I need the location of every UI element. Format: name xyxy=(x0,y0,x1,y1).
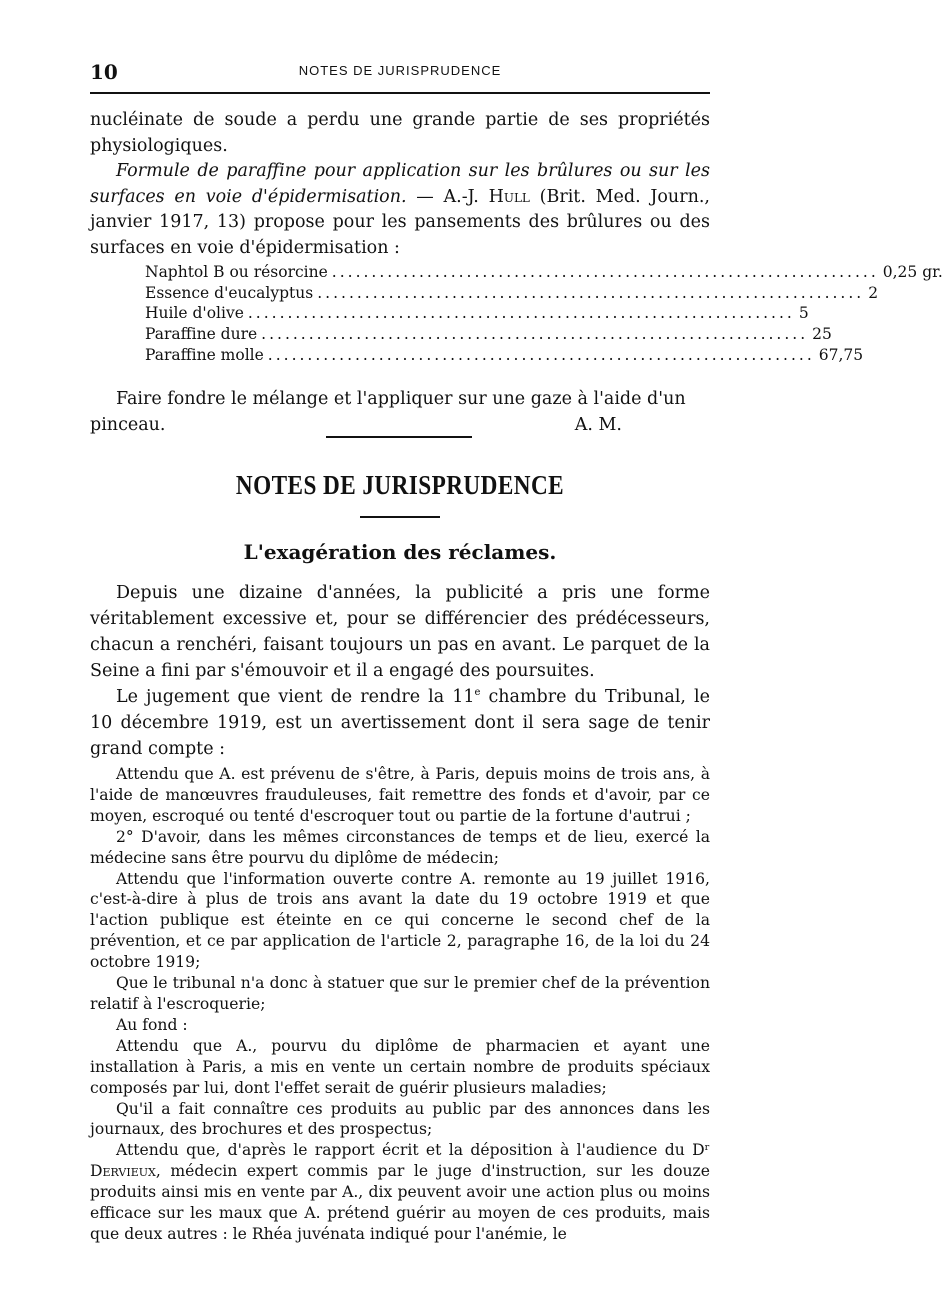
section-title: NOTES DE JURISPRUDENCE xyxy=(235,470,565,500)
recipe-row: Naphtol B ou résorcine ..................................................................... 0,25 gr. xyxy=(145,263,943,281)
page-header xyxy=(90,60,710,88)
section-rule xyxy=(360,516,440,518)
previous-article-text xyxy=(90,108,710,261)
instructions-line: Faire fondre le mélange et l'appliquer sur une gaze à l'aide d'un xyxy=(116,389,686,409)
recipe-list xyxy=(145,262,943,366)
recipe-row: Paraffine molle ..................................................................... 67,75 xyxy=(145,345,864,364)
judgment-paragraph: Attendu que, d'après le rapport écrit et la déposition à l'audience du Dʳ Dervieux, médecin expert commis par le juge d'instruction, sur les douze produits ainsi mis en vente par A., dix peuvent avoir une action plus ou moins efficace sur les maux que A. prétend guérir au moyen de ces produits, mais que deux autres : le Rhéa juvénata indiqué pour l'anémie, le xyxy=(90,1141,710,1243)
article-title: L'exagération des réclames. xyxy=(243,540,557,564)
judgment-paragraph: 2° D'avoir, dans les mêmes circonstances de temps et de lieu, exercé la médecine sans être pourvu du diplôme de médecin; xyxy=(90,827,710,867)
running-title: NOTES DE JURISPRUDENCE xyxy=(298,63,502,78)
judgment-paragraph: Que le tribunal n'a donc à statuer que sur le premier chef de la prévention relatif à l'escroquerie; xyxy=(90,974,710,1013)
author: A.-J. xyxy=(443,186,479,207)
article-body xyxy=(90,580,710,762)
page-number: 10 xyxy=(90,60,118,84)
article-paragraph: Depuis une dizaine d'années, la publicité a pris une forme véritablement excessive et, pour se différencier des prédécesseurs, chacun a renchéri, faisant toujours un pas en avant. Le parquet de la Seine a fini par s'émouvoir et il a engagé des poursuites. xyxy=(90,583,710,681)
formule-title: Formule de paraffine pour application sur les brûlures ou sur les surfaces en voie d'épidermisation. xyxy=(90,161,710,207)
judgment-paragraph: Attendu que A. est prévenu de s'être, à Paris, depuis moins de trois ans, à l'aide de manœuvres frauduleuses, fait remettre des fonds et d'avoir, par ce moyen, escroqué ou tenté d'escroquer tout ou partie de la fortune d'autrui ; xyxy=(90,765,710,825)
author-name: Hull xyxy=(488,186,530,207)
judgment-quote xyxy=(90,764,710,1245)
recipe-row: Paraffine dure ..................................................................... 25 xyxy=(145,325,832,344)
instructions-paragraph xyxy=(90,386,710,438)
judgment-paragraph: Au fond : xyxy=(116,1015,188,1034)
judgment-paragraph: Qu'il a fait connaître ces produits au public par des annonces dans les journaux, des brochures et des prospectus; xyxy=(90,1099,710,1139)
signature: A. M. xyxy=(574,415,622,435)
citation: (Brit. Med. Journ., janvier 1917, 13) propose pour les pansements des brûlures ou des surfaces en voie d'épidermisation : xyxy=(90,186,710,258)
judgment-paragraph: Attendu que A., pourvu du diplôme de pharmacien et ayant une installation à Paris, a mis en vente un certain nombre de produits spéciaux composés par lui, dont l'effet serait de guérir plusieurs maladies; xyxy=(90,1036,710,1097)
separator-rule xyxy=(326,436,472,438)
formule-paragraph xyxy=(90,159,710,261)
instructions-end: pinceau. xyxy=(90,415,166,435)
recipe-row: Essence d'eucalyptus ..................................................................... 2 xyxy=(145,283,879,302)
judgment-paragraph: Attendu que l'information ouverte contre A. remonte au 19 juillet 1916, c'est-à-dire à plus de trois ans avant la date du 19 octobre 1919 et que l'action publique est éteinte en ce qui concerne le second chef de la prévention, et ce par application de l'article 2, paragraphe 16, de la loi du 24 octobre 1919; xyxy=(90,869,710,972)
recipe-row: Huile d'olive ..................................................................... 5 xyxy=(145,304,809,323)
header-rule xyxy=(90,92,710,94)
formule-dash: — xyxy=(416,186,434,207)
paragraph-continued: nucléinate de soude a perdu une grande partie de ses propriétés physiologiques. xyxy=(90,110,710,156)
article-paragraph: Le jugement que vient de rendre la 11e chambre du Tribunal, le 10 décembre 1919, est un avertissement dont il sera sage de tenir grand compte : xyxy=(90,687,710,759)
